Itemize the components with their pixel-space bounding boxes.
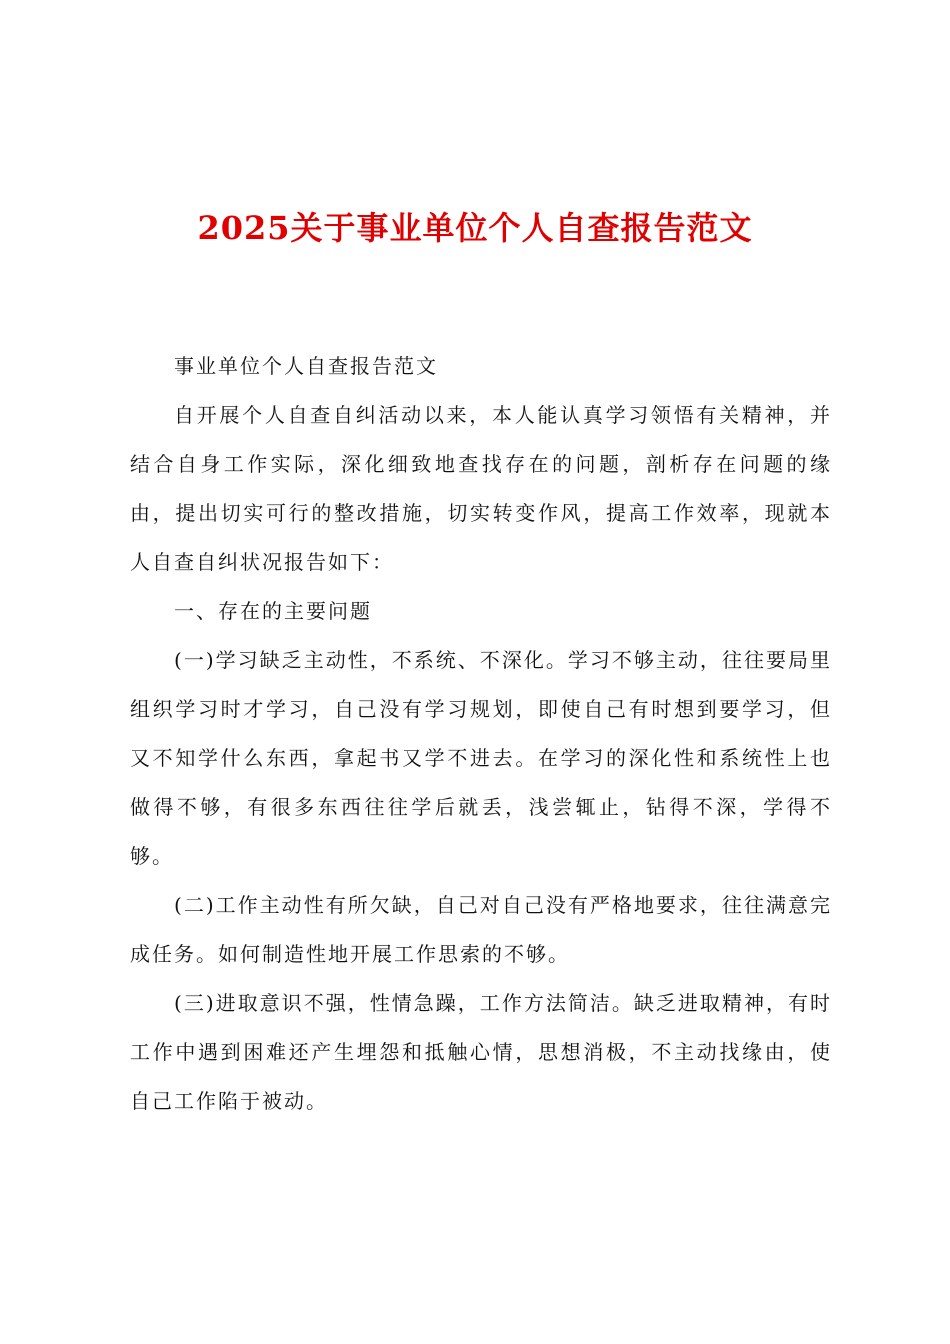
paragraph-subtitle: 事业单位个人自查报告范文 [174, 354, 438, 378]
document-title: 2025关于事业单位个人自查报告范文 [197, 209, 753, 247]
document-body [130, 342, 832, 1126]
section-heading-main-problems: 一、存在的主要问题 [174, 599, 372, 623]
paragraph-problem-2: (二)工作主动性有所欠缺，自己对自己没有严格地要求，往往满意完成任务。如何制造性地开展工作思索的不够。 [130, 893, 832, 966]
paragraph-intro: 自开展个人自查自纠活动以来，本人能认真学习领悟有关精神，并结合自身工作实际，深化细致地查找存在的问题，剖析存在问题的缘由，提出切实可行的整改措施，切实转变作风，提高工作效率，现就本人自查自纠状况报告如下： [130, 403, 832, 574]
paragraph-problem-1: (一)学习缺乏主动性，不系统、不深化。学习不够主动，往往要局里组织学习时才学习，自己没有学习规划，即使自己有时想到要学习，但又不知学什么东西，拿起书又学不进去。在学习的深化性和系统性上也做得不够，有很多东西往往学后就丢，浅尝辄止，钻得不深，学得不够。 [130, 648, 832, 868]
paragraph-problem-3: (三)进取意识不强，性情急躁，工作方法简洁。缺乏进取精神，有时工作中遇到困难还产生埋怨和抵触心情，思想消极，不主动找缘由，使自己工作陷于被动。 [130, 991, 832, 1113]
